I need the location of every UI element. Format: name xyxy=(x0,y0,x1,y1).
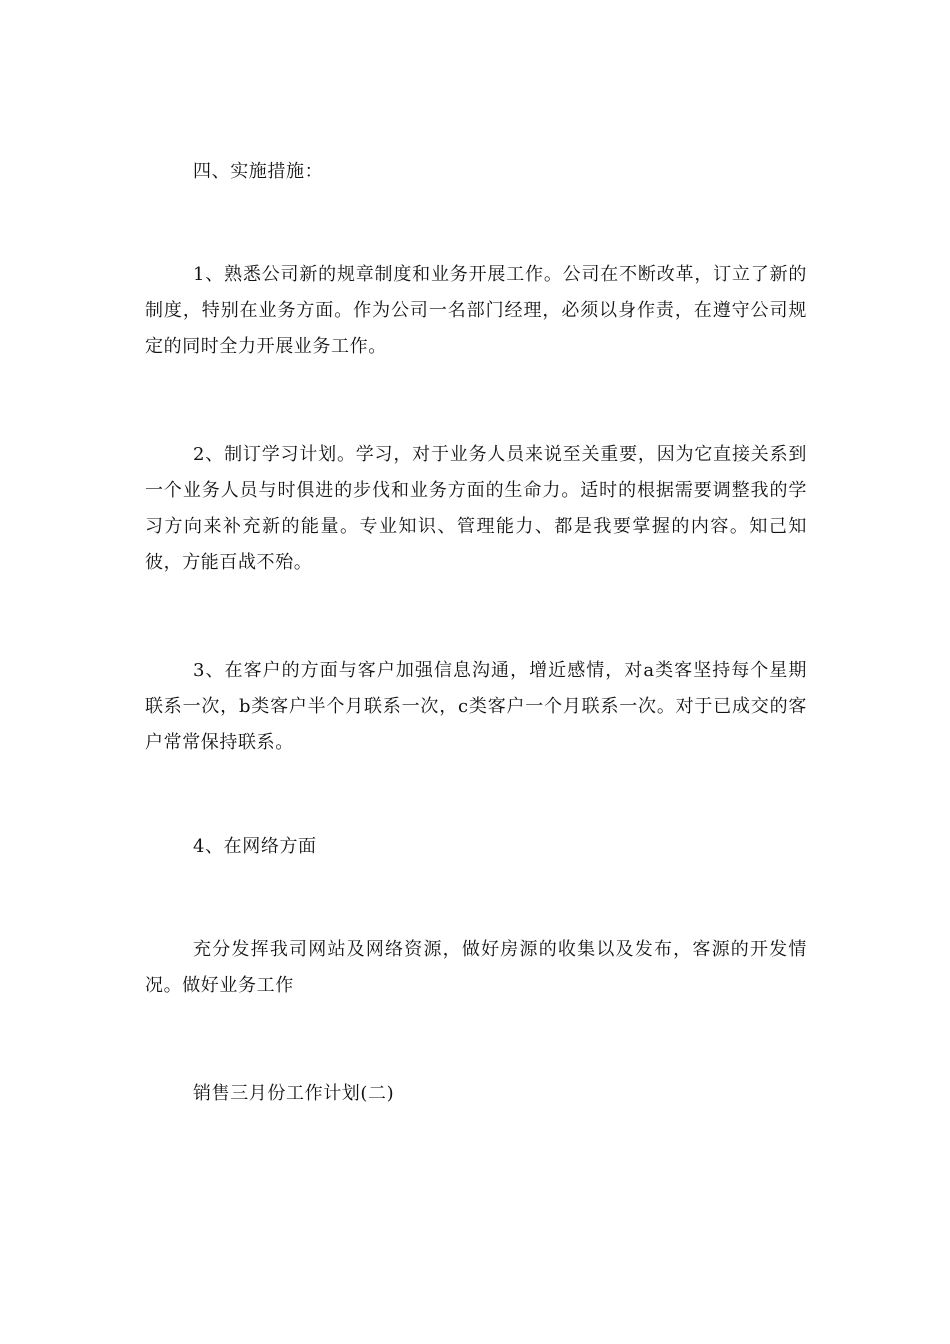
measure-item-3: 3、在客户的方面与客户加强信息沟通，增近感情，对a类客坚持每个星期联系一次，b类客户半个月联系一次，c类客户一个月联系一次。对于已成交的客户常常保持联系。 xyxy=(145,660,807,753)
section-heading: 四、实施措施： xyxy=(193,161,324,182)
measure-item-2: 2、制订学习计划。学习，对于业务人员来说至关重要，因为它直接关系到一个业务人员与时俱进的步伐和业务方面的生命力。适时的根据需要调整我的学习方向来补充新的能量。专业知识、管理能力、都是我要掌握的内容。知己知彼，方能百战不殆。 xyxy=(145,444,807,573)
next-section-title: 销售三月份工作计划(二) xyxy=(193,1083,395,1104)
measure-item-4: 4、在网络方面 xyxy=(193,836,317,857)
measure-item-1: 1、熟悉公司新的规章制度和业务开展工作。公司在不断改革，订立了新的制度，特别在业务方面。作为公司一名部门经理，必须以身作责，在遵守公司规定的同时全力开展业务工作。 xyxy=(145,264,807,357)
network-paragraph: 充分发挥我司网站及网络资源，做好房源的收集以及发布，客源的开发情况。做好业务工作 xyxy=(145,939,807,996)
